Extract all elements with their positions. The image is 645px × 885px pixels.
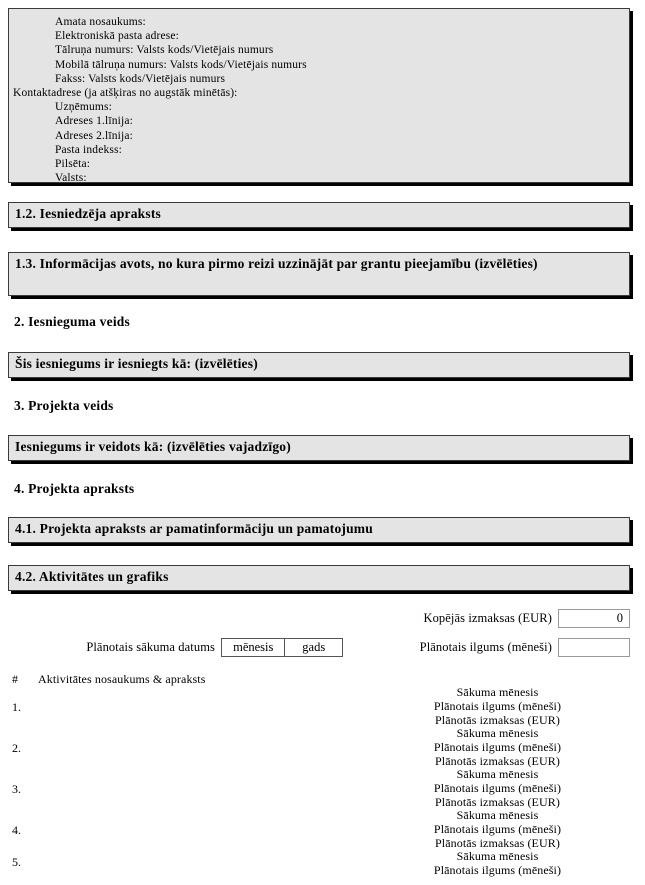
row-start-month-label: Sākuma mēnesis xyxy=(456,849,539,863)
row-duration-label: Plānotais ilgums (mēneši) xyxy=(433,862,562,877)
table-row-number: 4. xyxy=(12,823,21,837)
contact-line: Tālruņa numurs: Valsts kods/Vietējais numurs xyxy=(55,44,274,57)
contact-details-block xyxy=(8,8,630,183)
section-1-2-label: 1.2. Iesniedzēja apraksts xyxy=(15,206,161,221)
contact-line: Adreses 2.līnija: xyxy=(55,129,133,142)
section-4-2-label: 4.2. Aktivitātes un grafiks xyxy=(15,569,169,584)
table-row-number: 3. xyxy=(12,782,21,796)
table-row xyxy=(365,850,630,878)
planned-duration-label: Plānotais ilgums (mēneši) xyxy=(419,640,552,654)
planned-duration-input[interactable] xyxy=(558,638,630,657)
contact-line: Pasta indekss: xyxy=(55,143,122,156)
table-row xyxy=(365,727,630,768)
row-start-month-label: Sākuma mēnesis xyxy=(456,685,539,699)
row-start-month-label: Sākuma mēnesis xyxy=(456,808,539,822)
start-month-input[interactable]: mēnesis xyxy=(222,639,285,656)
contact-line: Mobilā tālruņa numurs: Valsts kods/Vietējais numurs xyxy=(55,58,307,71)
project-type-box xyxy=(8,435,630,461)
row-cost-label: Plānotās izmaksas (EUR) xyxy=(435,712,560,727)
section-4-2-activities-box xyxy=(8,565,630,591)
activities-col-hash-header: # xyxy=(12,672,18,686)
activities-col-title-header: Aktivitātes nosaukums & apraksts xyxy=(38,672,206,686)
table-row-number: 2. xyxy=(12,741,21,755)
row-cost-label: Plānotās izmaksas (EUR) xyxy=(435,753,560,768)
contact-line: Adreses 1.līnija: xyxy=(55,115,133,128)
row-duration-label: Plānotais ilgums (mēneši) xyxy=(433,821,562,836)
contact-line: Pilsēta: xyxy=(55,158,91,171)
total-cost-label: Kopējās izmaksas (EUR) xyxy=(423,611,552,625)
start-date-label: Plānotais sākuma datums xyxy=(86,640,215,654)
row-duration-label: Plānotais ilgums (mēneši) xyxy=(433,698,562,713)
row-start-month-label: Sākuma mēnesis xyxy=(456,726,539,740)
heading-3-project-type: 3. Projekta veids xyxy=(14,398,114,413)
contact-line: Amata nosaukums: xyxy=(55,16,146,28)
contact-address-heading: Kontaktadrese (ja atšķiras no augstāk minētās): xyxy=(13,87,238,100)
row-duration-label: Plānotais ilgums (mēneši) xyxy=(433,739,562,754)
section-1-3-label: 1.3. Informācijas avots, no kura pirmo reizi uzzinājāt par grantu pieejamību (izvēlēties) xyxy=(15,256,538,271)
project-type-label: Iesniegums ir veidots kā: (izvēlēties vajadzīgo) xyxy=(15,439,291,454)
contact-line: Uzņēmums: xyxy=(55,101,112,114)
table-row xyxy=(365,768,630,809)
section-4-1-label: 4.1. Projekta apraksts ar pamatinformāciju un pamatojumu xyxy=(15,521,373,536)
table-row-number: 1. xyxy=(12,700,21,714)
section-1-3-information-source xyxy=(8,252,630,296)
contact-line: Valsts: xyxy=(55,172,87,185)
contact-line: Fakss: Valsts kods/Vietējais numurs xyxy=(55,72,226,85)
row-cost-label: Plānotās izmaksas (EUR) xyxy=(435,794,560,809)
contact-line: Elektroniskā pasta adrese: xyxy=(55,30,179,43)
submission-type-label: Šis iesniegums ir iesniegts kā: (izvēlēties) xyxy=(15,356,258,371)
row-cost-label: Plānotās izmaksas (EUR) xyxy=(435,835,560,850)
row-duration-label: Plānotais ilgums (mēneši) xyxy=(433,780,562,795)
total-cost-input[interactable]: 0 xyxy=(558,609,630,628)
table-row-number: 5. xyxy=(12,855,21,869)
heading-2-submission-type: 2. Iesnieguma veids xyxy=(14,314,130,329)
start-year-input[interactable]: gads xyxy=(302,640,326,654)
row-start-month-label: Sākuma mēnesis xyxy=(456,767,539,781)
submission-type-box xyxy=(8,352,630,378)
table-row xyxy=(365,686,630,727)
section-1-2-applicant-description xyxy=(8,202,630,228)
heading-4-project-description: 4. Projekta apraksts xyxy=(14,481,135,496)
table-row xyxy=(365,809,630,850)
section-4-1-description-box xyxy=(8,517,630,543)
